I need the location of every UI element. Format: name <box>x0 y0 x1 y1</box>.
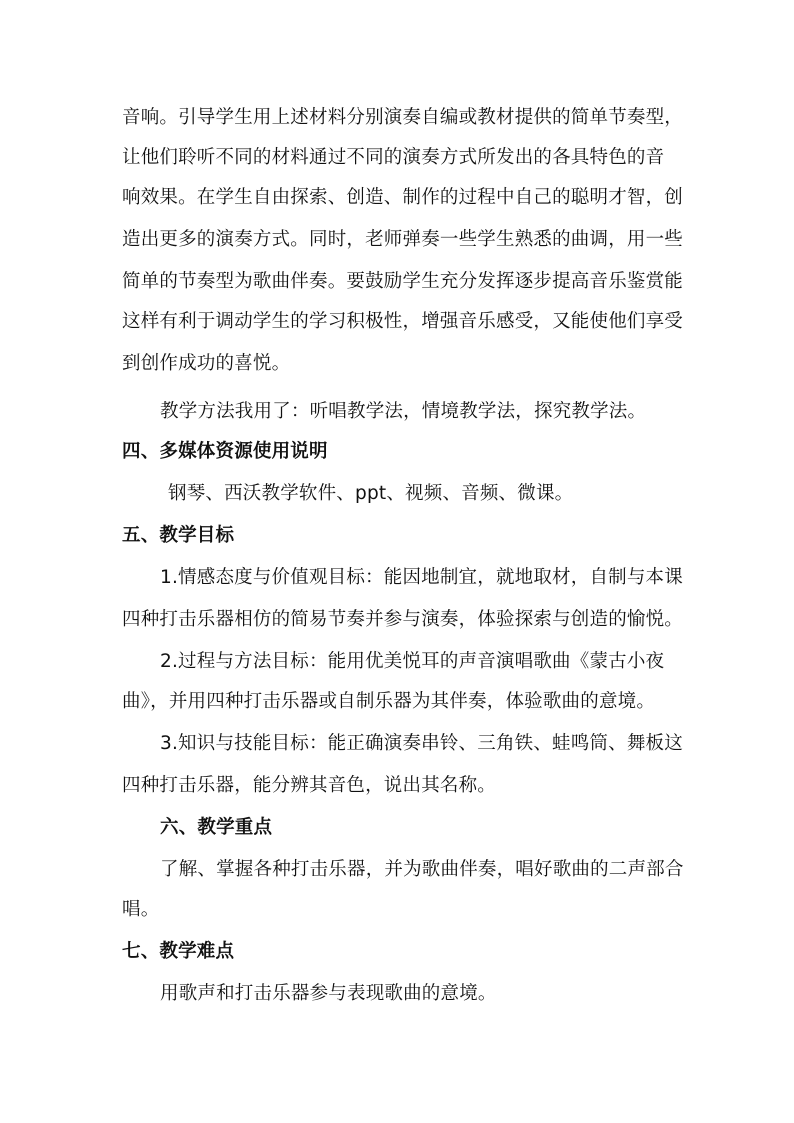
section-7-text: 用歌声和打击乐器参与表现歌曲的意境。 <box>160 983 497 1004</box>
goal-2-line: 曲》，并用四种打击乐器或自制乐器为其伴奏，体验歌曲的意境。 <box>122 691 656 712</box>
section-6-heading: 六、教学重点 <box>160 817 273 838</box>
goal-3-line: 3.知识与技能目标：能正确演奏串铃、三角铁、蛙鸣筒、舞板这 <box>160 733 683 754</box>
section-6-text-line: 唱。 <box>122 899 160 920</box>
paragraph-line: 到创作成功的喜悦。 <box>122 353 291 374</box>
section-7-heading: 七、教学难点 <box>122 941 235 962</box>
paragraph-line: 让他们聆听不同的材料通过不同的演奏方式所发出的各具特色的音 <box>122 147 665 168</box>
goal-2-line: 2.过程与方法目标：能用优美悦耳的声音演唱歌曲《蒙古小夜 <box>160 651 665 672</box>
goal-3-line: 四种打击乐器，能分辨其音色，说出其名称。 <box>122 775 497 796</box>
goal-1-line: 1.情感态度与价值观目标：能因地制宜，就地取材，自制与本课 <box>160 567 683 588</box>
section-5-heading: 五、教学目标 <box>122 525 235 546</box>
paragraph-line: 这样有利于调动学生的学习积极性，增强音乐感受，又能使他们享受 <box>122 311 684 332</box>
section-4-heading: 四、多媒体资源使用说明 <box>122 441 328 462</box>
paragraph-line: 音响。引导学生用上述材料分别演奏自编或教材提供的简单节奏型， <box>122 107 684 128</box>
goal-1-line: 四种打击乐器相仿的简易节奏并参与演奏，体验探索与创造的愉悦。 <box>122 609 684 630</box>
section-4-text: 钢琴、西沃教学软件、ppt、视频、音频、微课。 <box>168 483 574 504</box>
paragraph-line: 响效果。在学生自由探索、创造、制作的过程中自己的聪明才智，创 <box>122 187 684 208</box>
paragraph-line: 简单的节奏型为歌曲伴奏。要鼓励学生充分发挥逐步提高音乐鉴赏能 <box>122 271 684 292</box>
methods-text: 教学方法我用了：听唱教学法，情境教学法，探究教学法。 <box>160 401 647 422</box>
paragraph-line: 造出更多的演奏方式。同时，老师弹奏一些学生熟悉的曲调，用一些 <box>122 229 684 250</box>
section-6-text-line: 了解、掌握各种打击乐器，并为歌曲伴奏，唱好歌曲的二声部合 <box>160 859 684 880</box>
